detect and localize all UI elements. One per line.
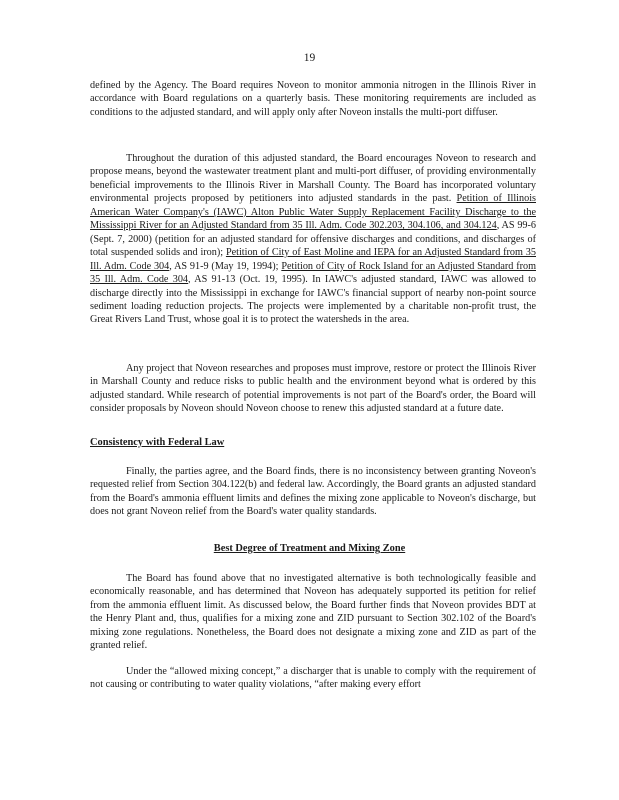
heading-best-degree-treatment: Best Degree of Treatment and Mixing Zone: [213, 543, 406, 554]
paragraph-allowed-mixing: Under the “allowed mixing concept,” a discharger that is unable to comply with the requirement of not causing or contributing to water quality violations, “after making every effort: [90, 666, 536, 691]
paragraph-federal-law: Finally, the parties agree, and the Board finds, there is no inconsistency between granting Noveon's requested relief from Section 304.122(b) and federal law. Accordingly, the Board grants an adjusted standard from the Board's ammonia effluent limits and defines the mixing zone applicable to Noveon's discharge, but does not grant Noveon relief from the Board's water quality standards.: [90, 466, 536, 518]
page-number: 19: [303, 52, 316, 64]
heading-consistency-federal-law: Consistency with Federal Law: [90, 437, 225, 448]
paragraph-project-requirements: Any project that Noveon researches and proposes must improve, restore or protect the Illinois River in Marshall County and reduce risks to public health and the environment beyond what is ordered by this adjusted standard. While research of potential improvements is not part of the Board's order, the Board will consider proposals by Noveon should Noveon choose to renew this adjusted standard at a future date.: [90, 363, 536, 415]
p2-text-3: , AS 91-9 (May 19, 1994);: [169, 260, 282, 272]
p2-text-1: Throughout the duration of this adjusted standard, the Board encourages Noveon to research and propose means, beyond the wastewater treatment plant and multi-port diffuser, of providing environmentally beneficial improvements to the Illinois River in Marshall County. The Board has incorporated voluntary environmental projects proposed by petitioners into adjusted standards in the past.: [90, 153, 536, 205]
citation-rock-island-petition: Petition of City of Rock Island for an Adjusted Standard from 35 Ill. Adm. Code 304: [90, 260, 536, 286]
paragraph-environmental-projects: [90, 152, 536, 327]
citation-iawc-petition: Petition of Illinois American Water Company's (IAWC) Alton Public Water Supply Replacement Facility Discharge to the Mississippi River for an Adjusted Standard from 35 Ill. Adm. Code 302.203, 304.106, and 304.124: [90, 193, 536, 232]
paragraph-monitoring: defined by the Agency. The Board requires Noveon to monitor ammonia nitrogen in the Illinois River in accordance with Board regulations on a quarterly basis. These monitoring requirements are included as conditions to the adjusted standard, and will apply only after Noveon installs the multi-port diffuser.: [90, 80, 536, 118]
citation-east-moline-petition: Petition of City of East Moline and IEPA for an Adjusted Standard from 35 Ill. Adm. Code 304: [90, 247, 536, 272]
p2-text-4: , AS 91-13 (Oct. 19, 1995). In IAWC's adjusted standard, IAWC was allowed to discharge directly into the Mississippi in exchange for IAWC's financial support of nearby non-point source sediment loading reduction projects. The projects were implemented by a charitable non-profit trust, the Great Rivers Land Trust, whose goal it is to protect the watersheds in the area.: [90, 274, 536, 326]
paragraph-bdt-mixing-zone: The Board has found above that no investigated alternative is both technologically feasible and economically reasonable, and has determined that Noveon has adequately supported its petition for relief from the ammonia effluent limit. As discussed below, the Board further finds that Noveon provides BDT at the Henry Plant and, thus, qualifies for a mixing zone and ZID pursuant to Section 302.102 of the Board's mixing zone regulations. Nonetheless, the Board does not designate a mixing zone and ZID as part of the granted relief.: [90, 573, 536, 652]
p2-text-2: , AS 99-6 (Sept. 7, 2000) (petition for an adjusted standard for offensive discharges and conditions, and discharges of total suspended solids and iron);: [90, 220, 536, 259]
